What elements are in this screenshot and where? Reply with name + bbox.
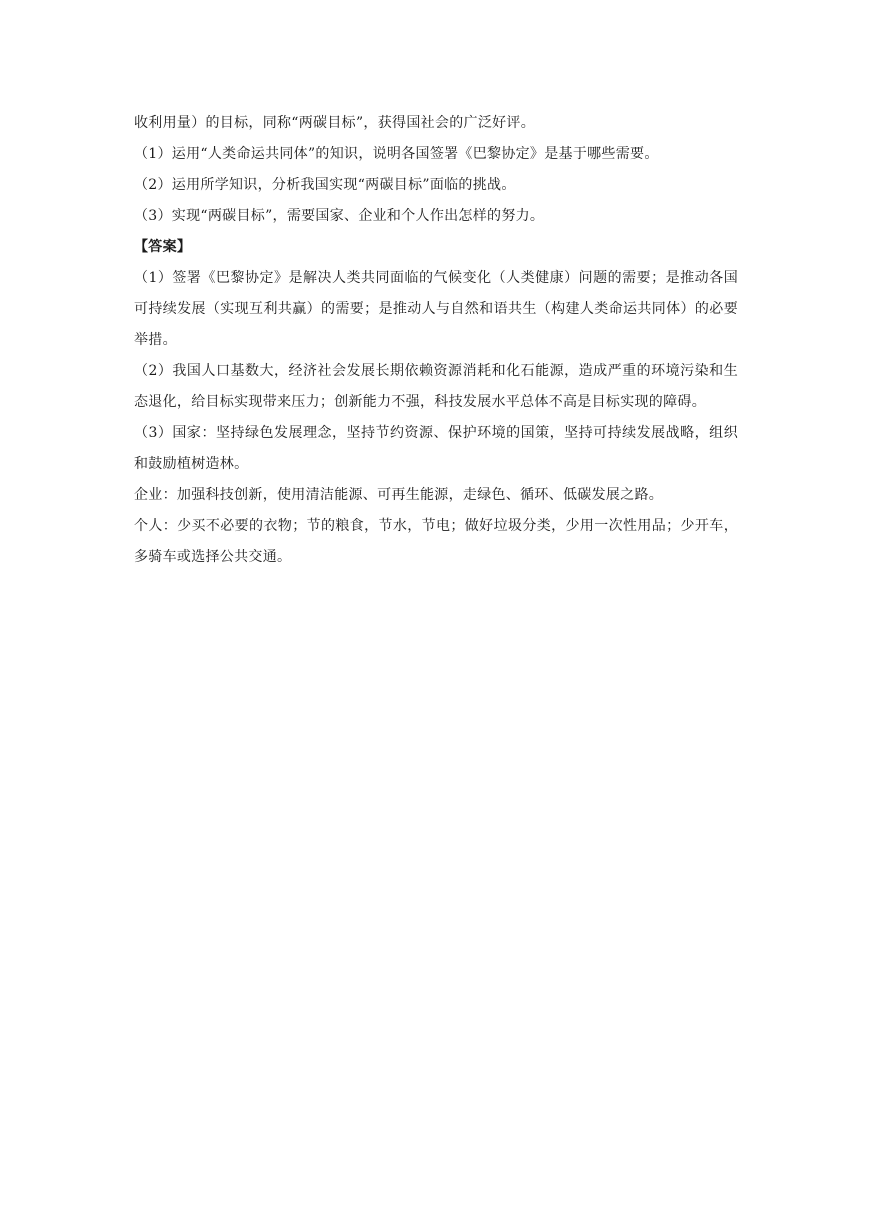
- answer-3-individual: 个人：少买不必要的衣物；节的粮食，节水，节电；做好垃圾分类，少用一次性用品；少开车，多骑车或选择公共交通。: [134, 518, 738, 565]
- answer-3-enterprise: 企业：加强科技创新，使用清洁能源、可再生能源，走绿色、循环、低碳发展之路。: [134, 487, 664, 503]
- question-2: （2）运用所学知识，分析我国实现“两碳目标”面临的挑战。: [134, 177, 516, 193]
- answer-heading: 【答案】: [134, 239, 192, 255]
- answer-2: （2）我国人口基数大，经济社会发展长期依赖资源消耗和化石能源，造成严重的环境污染和生态退化，给目标实现带来压力；创新能力不强，科技发展水平总体不高是目标实现的障碍。: [134, 363, 738, 410]
- intro-paragraph-tail: 收利用量）的目标，同称“两碳目标”，获得国社会的广泛好评。: [134, 115, 536, 131]
- answer-3-country: （3）国家：坚持绿色发展理念，坚持节约资源、保护环境的国策，坚持可持续发展战略，组织和鼓励植树造林。: [134, 425, 738, 472]
- answer-1: （1）签署《巴黎协定》是解决人类共同面临的气候变化（人类健康）问题的需要；是推动各国可持续发展（实现互利共赢）的需要；是推动人与自然和语共生（构建人类命运共同体）的必要举措。: [134, 270, 738, 348]
- question-3: （3）实现“两碳目标”，需要国家、企业和个人作出怎样的努力。: [134, 208, 545, 224]
- document-body: [134, 108, 738, 573]
- question-1: （1）运用“人类命运共同体”的知识，说明各国签署《巴黎协定》是基于哪些需要。: [134, 146, 659, 162]
